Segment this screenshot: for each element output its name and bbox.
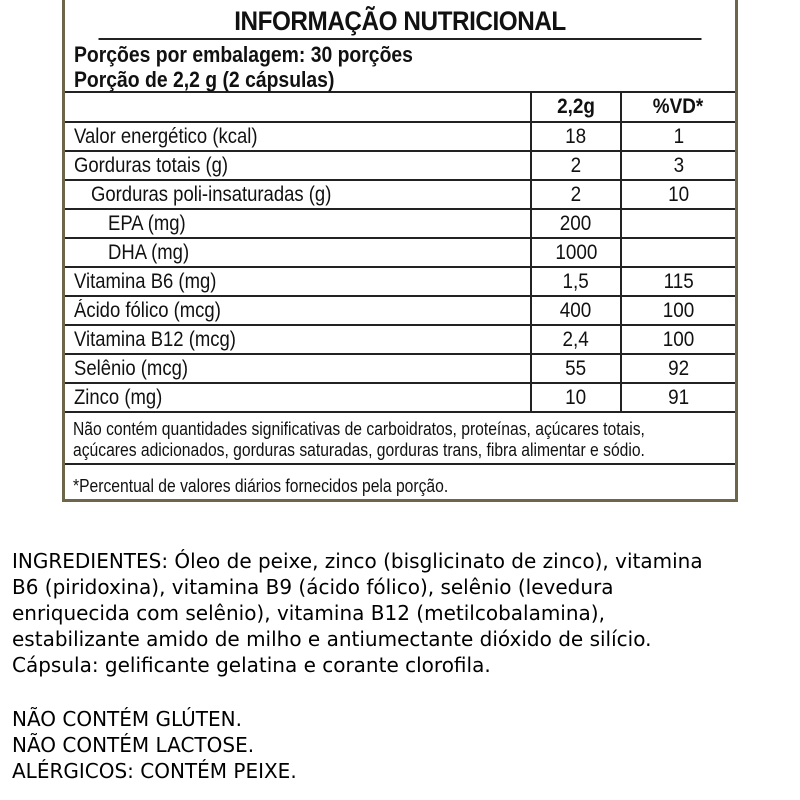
- row-name: [65, 354, 531, 383]
- row-dv-text: 91: [667, 385, 690, 409]
- table-row: [65, 209, 735, 238]
- insignificant-nutrients-notice: [65, 415, 735, 465]
- row-amount-text: 400: [560, 298, 592, 322]
- row-name: [65, 296, 531, 325]
- ingredients-line-4: estabilizante amido de milho e antiumectante dióxido de silício.: [12, 627, 652, 651]
- row-amount-text: 1,5: [562, 269, 590, 293]
- row-amount: [531, 267, 621, 296]
- row-amount-text: 2: [570, 182, 582, 206]
- row-amount-text: 200: [560, 211, 592, 235]
- row-amount: [531, 238, 621, 267]
- row-dv: [621, 296, 735, 325]
- header-amount-label: 2,2g: [557, 95, 595, 118]
- serving-info: [65, 40, 735, 93]
- ingredients-line-5: Cápsula: gelificante gelatina e corante clorofila.: [12, 653, 491, 677]
- row-amount-text: 18: [565, 124, 587, 148]
- row-dv: [621, 180, 735, 209]
- row-name: [65, 325, 531, 354]
- row-dv: [621, 354, 735, 383]
- nutrition-table: [65, 93, 735, 413]
- ingredients-line-1: INGREDIENTES: Óleo de peixe, zinco (bisglicinato de zinco), vitamina: [12, 549, 703, 573]
- row-dv-text: 100: [662, 327, 695, 351]
- row-dv: [621, 325, 735, 354]
- row-dv: [621, 267, 735, 296]
- header-amount: [531, 93, 621, 122]
- row-dv: [621, 238, 735, 267]
- row-dv-text: 92: [667, 356, 690, 380]
- nutrition-facts-inner: [65, 0, 735, 499]
- row-amount-text: 2,4: [562, 327, 590, 351]
- table-row: [65, 354, 735, 383]
- row-amount-text: 55: [565, 356, 587, 380]
- table-row: [65, 267, 735, 296]
- row-name: [65, 209, 531, 238]
- row-amount: [531, 354, 621, 383]
- table-row: [65, 180, 735, 209]
- row-name-text: Zinco (mg): [74, 385, 163, 409]
- row-name-text: Valor energético (kcal): [74, 124, 258, 148]
- row-amount: [531, 296, 621, 325]
- notice-line-1: Não contém quantidades significativas de carboidratos, proteínas, açúcares totais,: [73, 419, 645, 439]
- row-dv: [621, 122, 735, 151]
- row-name-text: Vitamina B12 (mcg): [74, 327, 236, 351]
- row-dv-text: 100: [662, 298, 695, 322]
- row-amount: [531, 122, 621, 151]
- row-name-text: Selênio (mcg): [74, 356, 189, 380]
- dv-footnote: [65, 467, 735, 497]
- row-name: [65, 180, 531, 209]
- ingredients-line-2: B6 (piridoxina), vitamina B9 (ácido fólico), selênio (levedura: [12, 575, 614, 599]
- row-dv: [621, 151, 735, 180]
- header-nutrient: [65, 93, 531, 122]
- row-amount: [531, 325, 621, 354]
- nutrition-title: INFORMAÇÃO NUTRICIONAL: [99, 0, 702, 40]
- table-row: [65, 238, 735, 267]
- header-dv: [621, 93, 735, 122]
- row-amount: [531, 209, 621, 238]
- row-name-text: Vitamina B6 (mg): [74, 269, 217, 293]
- gluten-flag: NÃO CONTÉM GLÚTEN.: [12, 707, 242, 731]
- table-row: [65, 296, 735, 325]
- row-dv-text: 3: [673, 153, 684, 177]
- row-amount: [531, 151, 621, 180]
- row-amount-text: 2: [570, 153, 582, 177]
- table-row: [65, 151, 735, 180]
- row-name-text: EPA (mg): [108, 211, 186, 235]
- row-amount: [531, 383, 621, 412]
- allergen-warning: ALÉRGICOS: CONTÉM PEIXE.: [12, 759, 297, 783]
- table-row: [65, 122, 735, 151]
- row-name: [65, 151, 531, 180]
- ingredients-line-3: enriquecida com selênio), vitamina B12 (metilcobalamina),: [12, 601, 605, 625]
- row-name: [65, 238, 531, 267]
- notice-line-2: açúcares adicionados, gorduras saturadas, gorduras trans, fibra alimentar e sódio.: [73, 440, 645, 460]
- row-amount: [531, 180, 621, 209]
- table-row: [65, 325, 735, 354]
- row-name-text: Gorduras poli-insaturadas (g): [91, 182, 332, 206]
- row-name-text: Gorduras totais (g): [74, 153, 229, 177]
- nutrition-facts-panel: [62, 0, 738, 502]
- servings-per-package: Porções por embalagem: 30 porções: [74, 42, 413, 67]
- dv-footnote-text: *Percentual de valores diários fornecidos pela porção.: [73, 476, 449, 496]
- row-dv: [621, 209, 735, 238]
- row-dv-text: 10: [667, 182, 690, 206]
- lactose-flag: NÃO CONTÉM LACTOSE.: [12, 733, 255, 757]
- serving-size: Porção de 2,2 g (2 cápsulas): [74, 67, 335, 92]
- row-amount-text: 10: [565, 385, 587, 409]
- ingredients-text: [12, 548, 787, 678]
- row-name: [65, 122, 531, 151]
- row-name-text: DHA (mg): [108, 240, 190, 264]
- header-dv-label: %VD*: [653, 95, 704, 118]
- table-row: [65, 383, 735, 412]
- row-name-text: Ácido fólico (mcg): [74, 298, 221, 322]
- table-header-row: [65, 93, 735, 122]
- row-name: [65, 383, 531, 412]
- row-name: [65, 267, 531, 296]
- row-dv: [621, 383, 735, 412]
- row-dv-text: 115: [663, 269, 694, 293]
- row-amount-text: 1000: [554, 240, 598, 264]
- allergen-flags: [12, 706, 787, 784]
- row-dv-text: 1: [673, 124, 684, 148]
